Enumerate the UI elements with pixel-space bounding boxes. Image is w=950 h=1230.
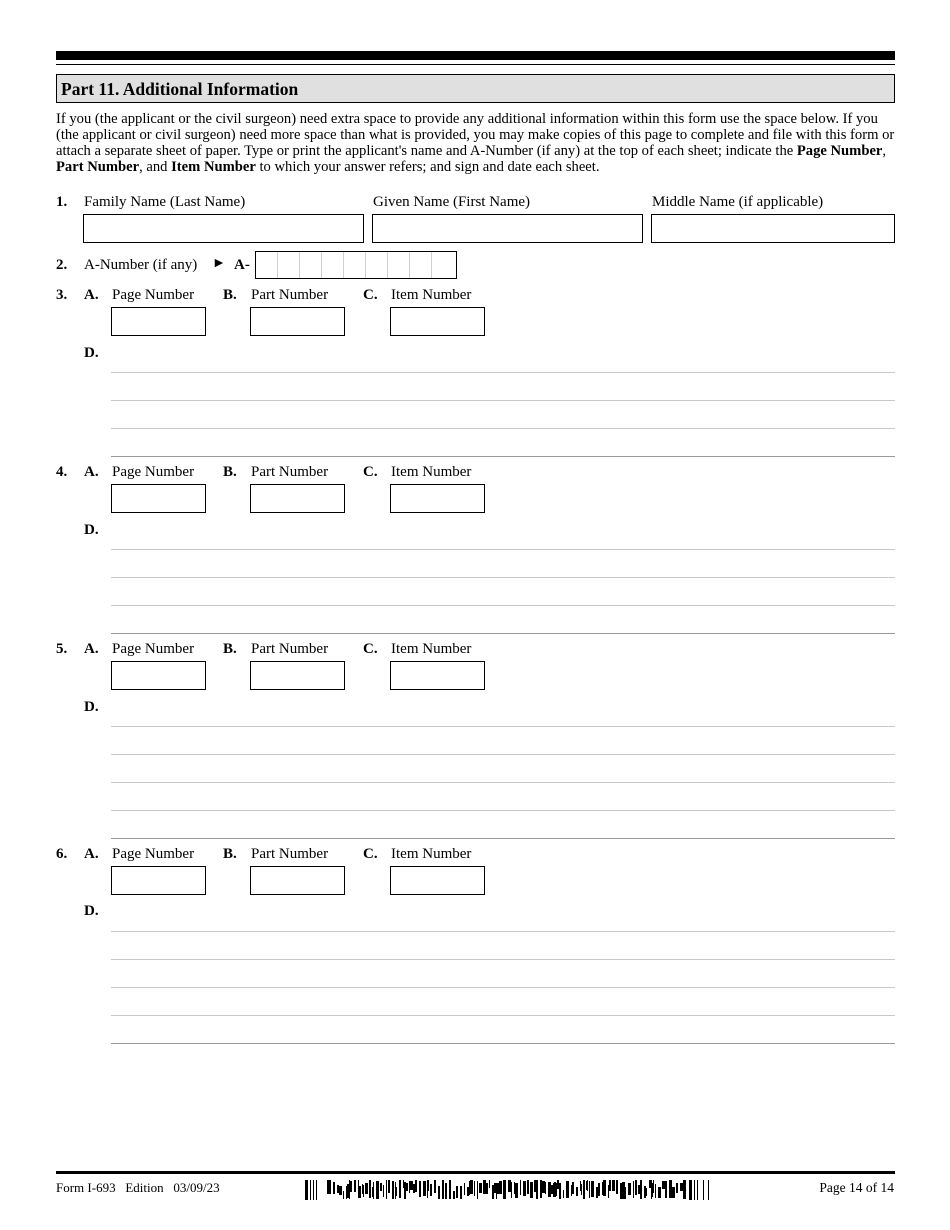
barcode-icon [305,1180,712,1200]
item-5-answer-line[interactable] [111,782,895,783]
item-6-answer-line[interactable] [111,959,895,960]
a-number-cell [410,252,432,278]
item-4-answer-line[interactable] [111,549,895,550]
item-3-page-number-label: Page Number [112,287,195,303]
item-4-page-number-input[interactable] [111,484,206,513]
item-4-item-number-input[interactable] [390,484,485,513]
item-3a-letter: A. [84,287,99,303]
page-indicator: Page 14 of 14 [819,1180,894,1195]
family-name-input[interactable] [83,214,364,243]
item-6-answer-line[interactable] [111,1015,895,1016]
item-6-item-number-input[interactable] [390,866,485,895]
a-number-cell [388,252,410,278]
item-6b-letter: B. [223,846,237,862]
item-3-answer-line[interactable] [111,400,895,401]
form-edition: Form I-693 Edition 03/09/23 [56,1180,220,1195]
arrow-right-icon: ► [212,256,226,271]
a-number-cell [366,252,388,278]
item-3d-letter: D. [84,345,99,361]
item-5-page-number-input[interactable] [111,661,206,690]
item-3c-letter: C. [363,287,378,303]
a-number-cell [344,252,366,278]
item-3-part-number-label: Part Number [251,287,329,303]
item-4-answer-line[interactable] [111,605,895,606]
item-5d-letter: D. [84,699,99,715]
top-thin-rule [56,64,895,65]
item-5-item-number-input[interactable] [390,661,485,690]
item-5-answer-line[interactable] [111,810,895,811]
intro-instructions: If you (the applicant or the civil surgeon) need extra space to provide any additional information within this form use the space below. If you (the applicant or civil surgeon) need more space than what is provided, you may make copies of this page to complete and file with this form or attach a separate sheet of paper. Type or print the applicant's name and A-Number (if any) at the top of each sheet; indicate the Page Number, Part Number, and Item Number to which your answer refers; and sign and date each sheet. [56,111,895,175]
item-6a-letter: A. [84,846,99,862]
item-5c-letter: C. [363,641,378,657]
footer-rule [56,1171,895,1174]
item-5-answer-line[interactable] [111,838,895,839]
item-4-number: 4. [56,464,68,480]
item-4a-letter: A. [84,464,99,480]
a-number-cell [300,252,322,278]
given-name-input[interactable] [372,214,643,243]
item-4-page-number-label: Page Number [112,464,195,480]
item-4-answer-line[interactable] [111,577,895,578]
item-6-answer-line[interactable] [111,987,895,988]
a-number-cell [322,252,344,278]
item-5-number: 5. [56,641,68,657]
item-5-item-number-label: Item Number [391,641,472,657]
item-3-answer-line[interactable] [111,372,895,373]
item-4-part-number-label: Part Number [251,464,329,480]
item-5a-letter: A. [84,641,99,657]
item-6-part-number-label: Part Number [251,846,329,862]
a-number-label: A-Number (if any) [84,257,198,273]
item-3-page-number-input[interactable] [111,307,206,336]
item-3-item-number-input[interactable] [390,307,485,336]
a-number-cells [256,252,454,278]
item-3b-letter: B. [223,287,237,303]
item-6-answer-line[interactable] [111,931,895,932]
item-5-part-number-label: Part Number [251,641,329,657]
item-3-answer-line[interactable] [111,456,895,457]
item-4b-letter: B. [223,464,237,480]
item-6-answer-line[interactable] [111,1043,895,1044]
item-3-answer-line[interactable] [111,428,895,429]
given-name-label: Given Name (First Name) [373,194,531,210]
a-number-input[interactable] [255,251,457,279]
item-6-page-number-label: Page Number [112,846,195,862]
part-header: Part 11. Additional Information [56,74,895,103]
item-6-part-number-input[interactable] [250,866,345,895]
item-6c-letter: C. [363,846,378,862]
a-number-cell [256,252,278,278]
a-number-cell [432,252,454,278]
a-number-cell [278,252,300,278]
item-5-answer-line[interactable] [111,726,895,727]
middle-name-input[interactable] [651,214,895,243]
item-4-item-number-label: Item Number [391,464,472,480]
middle-name-label: Middle Name (if applicable) [652,194,824,210]
item-3-item-number-label: Item Number [391,287,472,303]
item-4-part-number-input[interactable] [250,484,345,513]
item-5-page-number-label: Page Number [112,641,195,657]
item-4d-letter: D. [84,522,99,538]
item-5-answer-line[interactable] [111,754,895,755]
item-6d-letter: D. [84,903,99,919]
item-4-answer-line[interactable] [111,633,895,634]
item-5b-letter: B. [223,641,237,657]
item-5-part-number-input[interactable] [250,661,345,690]
item-1-number: 1. [56,194,68,210]
item-4c-letter: C. [363,464,378,480]
item-3-number: 3. [56,287,68,303]
item-6-number: 6. [56,846,68,862]
family-name-label: Family Name (Last Name) [84,194,246,210]
a-number-prefix: A- [234,257,250,273]
item-6-page-number-input[interactable] [111,866,206,895]
item-3-part-number-input[interactable] [250,307,345,336]
item-6-item-number-label: Item Number [391,846,472,862]
top-thick-rule [56,51,895,60]
item-2-number: 2. [56,257,68,273]
